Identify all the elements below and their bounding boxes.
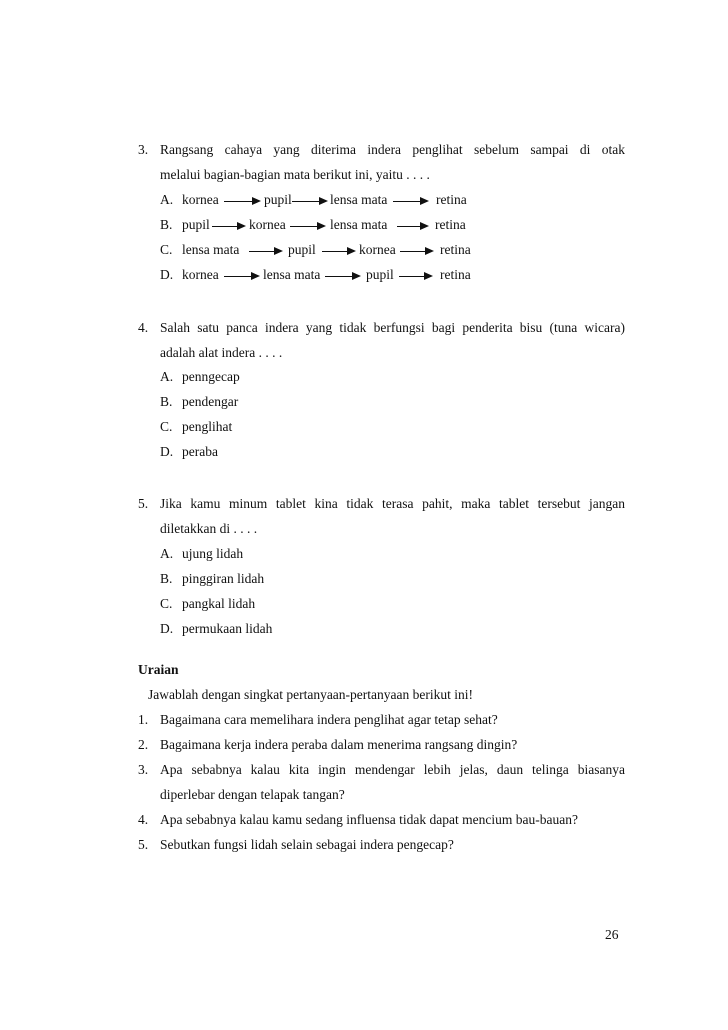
- option-part: lensa mata: [263, 267, 321, 282]
- option-part: kornea: [182, 267, 219, 282]
- right-arrow-icon: [290, 222, 326, 230]
- option-letter: A.: [160, 192, 174, 207]
- option-part: retina: [435, 217, 466, 232]
- question-text: Rangsang cahaya yang diterima indera penglihat sebelum sampai di otak: [160, 142, 625, 157]
- option-letter: D.: [160, 267, 174, 282]
- section-heading: Uraian: [138, 662, 179, 677]
- option-part: kornea: [249, 217, 286, 232]
- right-arrow-icon: [249, 247, 283, 255]
- essay-question: diperlebar dengan telapak tangan?: [160, 787, 345, 802]
- question-text: diletakkan di . . . .: [160, 521, 258, 536]
- section-instruction: Jawablah dengan singkat pertanyaan-pertanyaan berikut ini!: [148, 687, 473, 702]
- right-arrow-icon: [224, 197, 261, 205]
- option-text: penglihat: [182, 419, 233, 434]
- essay-number: 2.: [138, 737, 149, 752]
- right-arrow-icon: [400, 247, 434, 255]
- option-letter: B.: [160, 217, 173, 232]
- option-letter: A.: [160, 369, 174, 384]
- option-text: permukaan lidah: [182, 621, 273, 636]
- option-part: kornea: [182, 192, 219, 207]
- option-part: pupil: [182, 217, 210, 232]
- option-letter: A.: [160, 546, 174, 561]
- option-text: pendengar: [182, 394, 239, 409]
- question-number: 5.: [138, 496, 149, 511]
- option-text: peraba: [182, 444, 218, 459]
- question-text: Salah satu panca indera yang tidak berfungsi bagi penderita bisu (tuna wicara): [160, 320, 625, 335]
- option-letter: D.: [160, 621, 174, 636]
- option-letter: B.: [160, 394, 173, 409]
- question-number: 4.: [138, 320, 149, 335]
- option-text: pangkal lidah: [182, 596, 256, 611]
- option-text: penngecap: [182, 369, 240, 384]
- question-number: 3.: [138, 142, 149, 157]
- essay-number: 5.: [138, 837, 149, 852]
- option-part: lensa mata: [330, 217, 388, 232]
- option-letter: C.: [160, 419, 173, 434]
- option-part: retina: [440, 267, 471, 282]
- right-arrow-icon: [325, 272, 361, 280]
- option-letter: C.: [160, 596, 173, 611]
- right-arrow-icon: [212, 222, 246, 230]
- essay-number: 1.: [138, 712, 149, 727]
- option-part: retina: [436, 192, 467, 207]
- right-arrow-icon: [322, 247, 356, 255]
- question-text: melalui bagian-bagian mata berikut ini, yaitu . . . .: [160, 167, 430, 182]
- option-letter: C.: [160, 242, 173, 257]
- right-arrow-icon: [397, 222, 429, 230]
- option-text: pinggiran lidah: [182, 571, 265, 586]
- option-part: pupil: [288, 242, 316, 257]
- option-part: lensa mata: [182, 242, 240, 257]
- essay-question: Apa sebabnya kalau kita ingin mendengar lebih jelas, daun telinga biasanya: [160, 762, 625, 777]
- option-part: retina: [440, 242, 471, 257]
- option-part: kornea: [359, 242, 396, 257]
- option-text: ujung lidah: [182, 546, 244, 561]
- option-letter: D.: [160, 444, 174, 459]
- right-arrow-icon: [393, 197, 429, 205]
- right-arrow-icon: [224, 272, 260, 280]
- question-text: adalah alat indera . . . .: [160, 345, 283, 360]
- essay-question: Sebutkan fungsi lidah selain sebagai indera pengecap?: [160, 837, 454, 852]
- option-part: pupil: [264, 192, 292, 207]
- essay-question: Bagaimana kerja indera peraba dalam menerima rangsang dingin?: [160, 737, 518, 752]
- essay-question: Bagaimana cara memelihara indera penglihat agar tetap sehat?: [160, 712, 498, 727]
- essay-number: 3.: [138, 762, 149, 777]
- right-arrow-icon: [292, 197, 328, 205]
- essay-number: 4.: [138, 812, 149, 827]
- essay-question: Apa sebabnya kalau kamu sedang influensa tidak dapat mencium bau-bauan?: [160, 812, 578, 827]
- question-text: Jika kamu minum tablet kina tidak terasa pahit, maka tablet tersebut jangan: [160, 496, 625, 511]
- page-number: 26: [605, 927, 619, 942]
- option-part: pupil: [366, 267, 394, 282]
- right-arrow-icon: [399, 272, 433, 280]
- option-letter: B.: [160, 571, 173, 586]
- option-part: lensa mata: [330, 192, 388, 207]
